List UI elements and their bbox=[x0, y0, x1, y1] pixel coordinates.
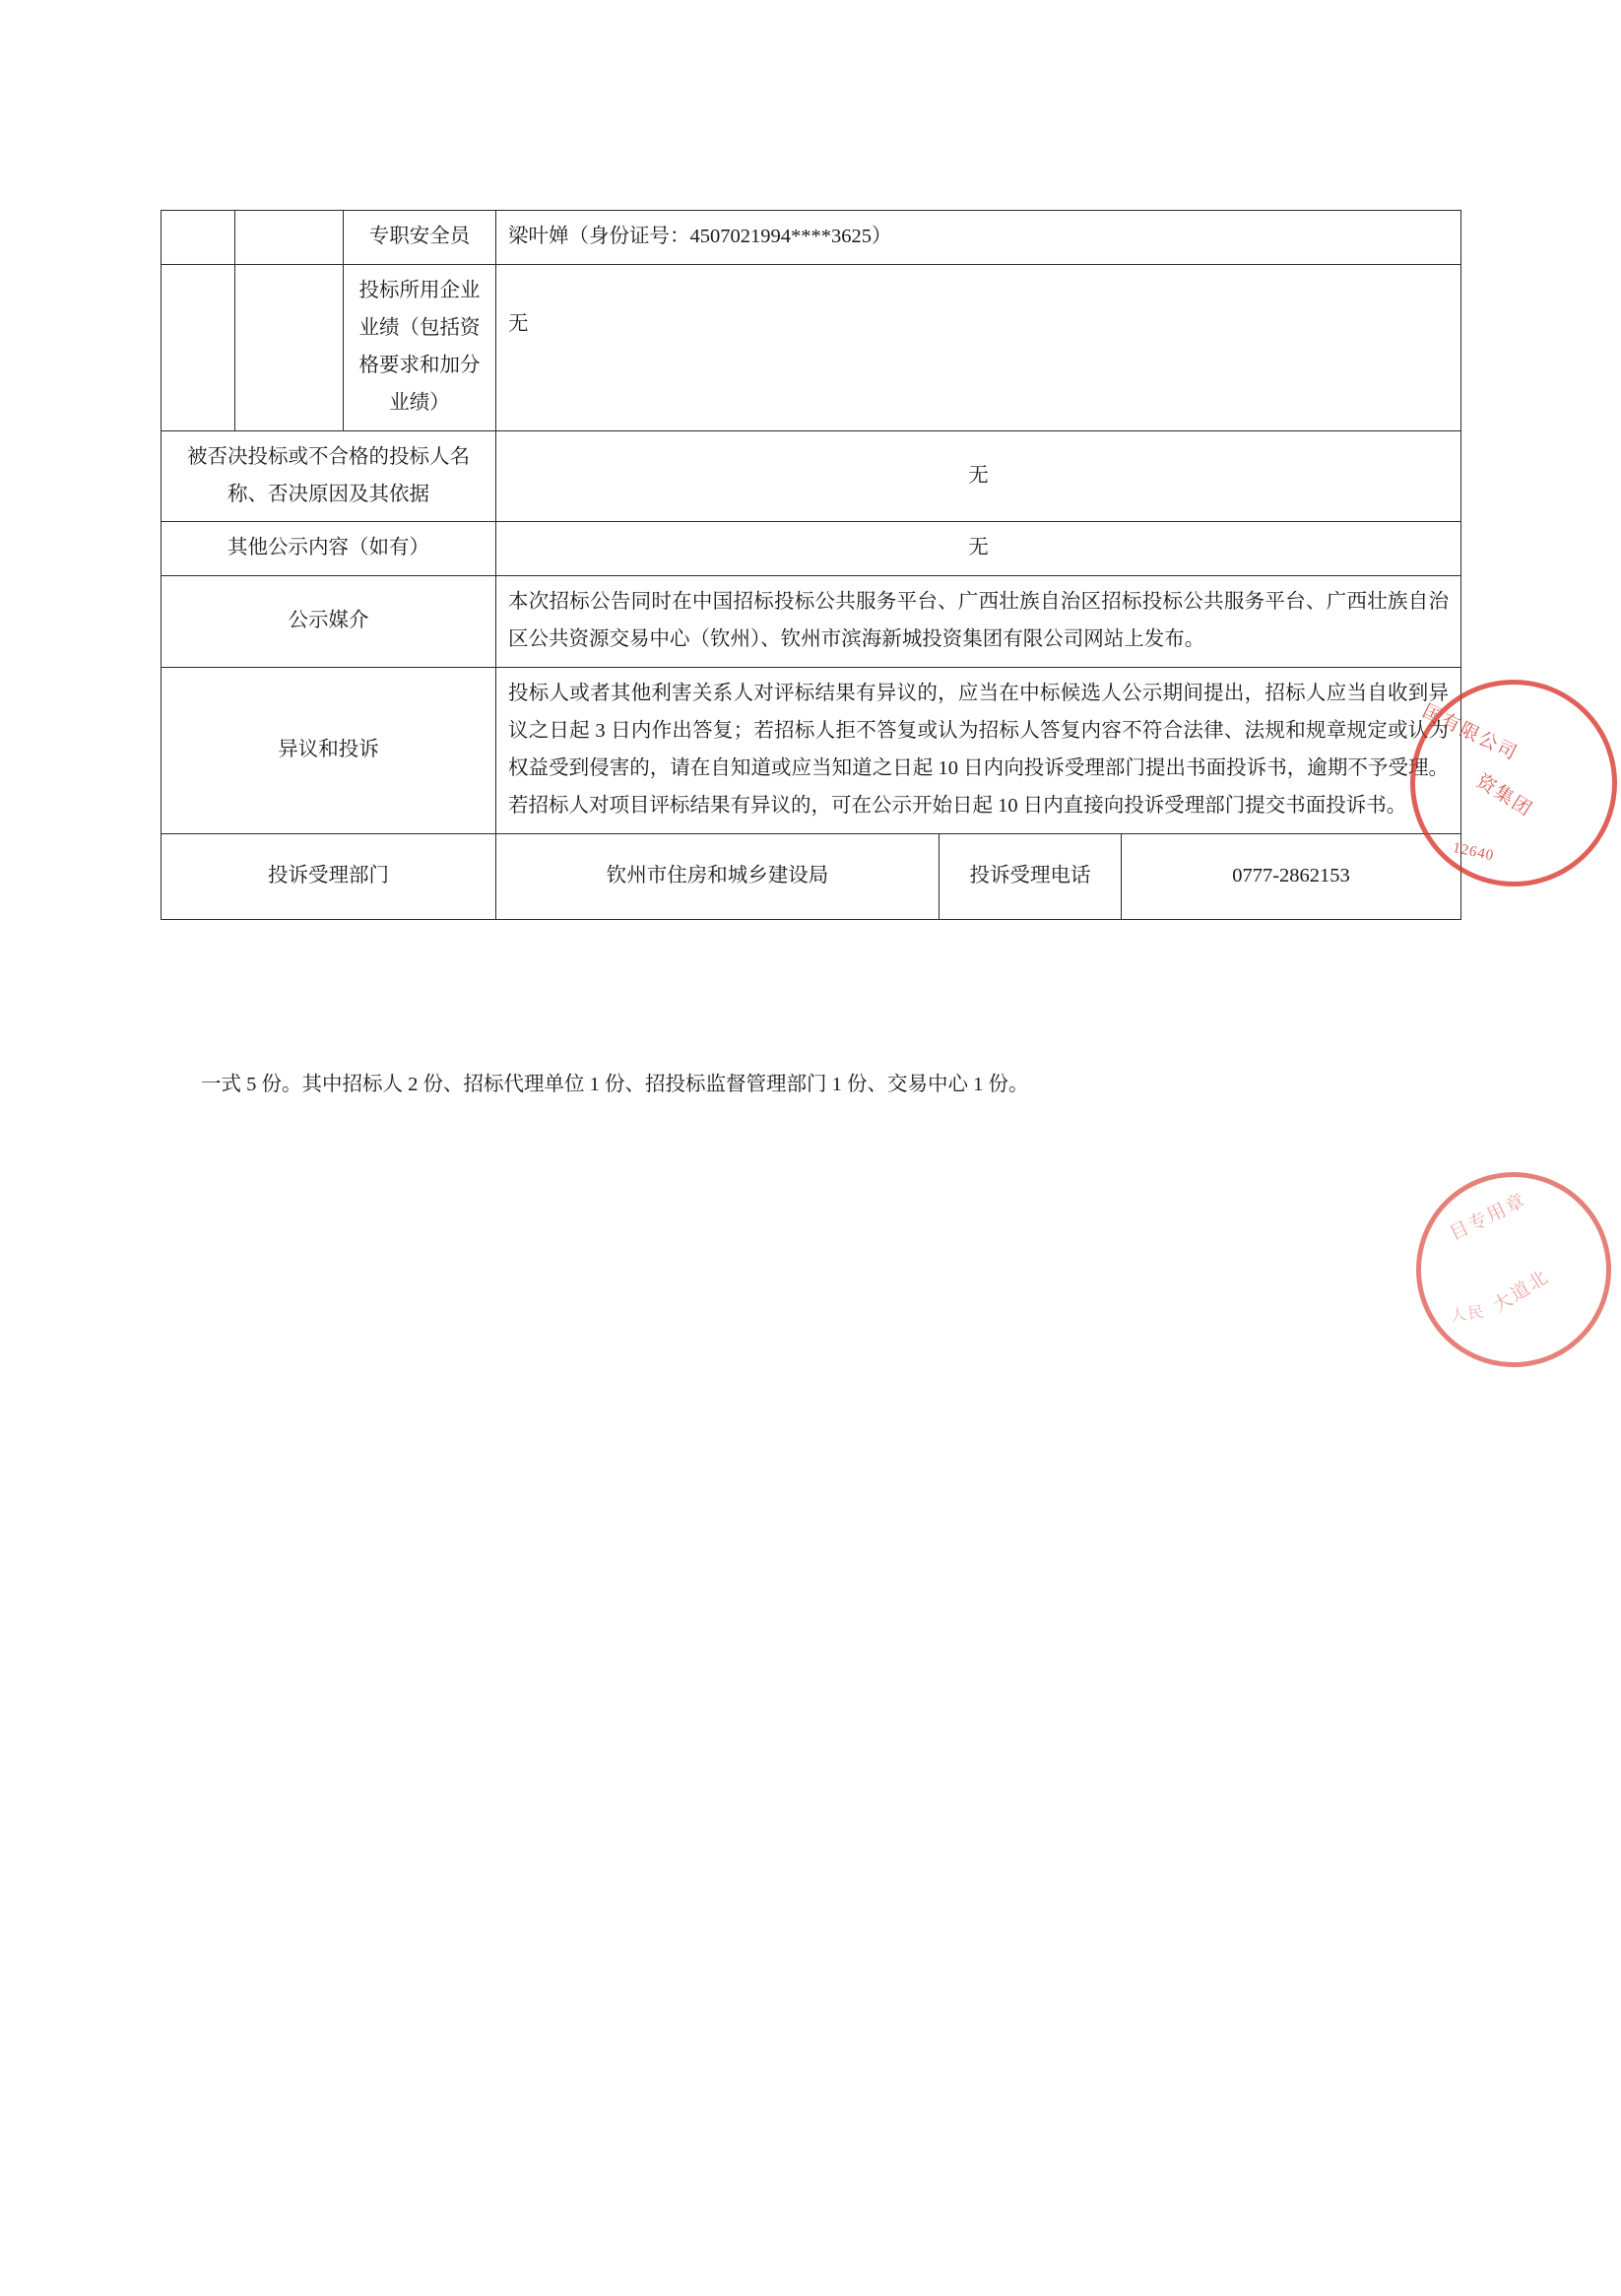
seal-number: 12640 bbox=[1451, 839, 1496, 865]
seal2-line-c: 人民 bbox=[1449, 1303, 1487, 1326]
empty-cell-mid-2 bbox=[235, 264, 344, 430]
row-value-complaint-phone: 0777-2862153 bbox=[1122, 833, 1461, 919]
announcement-table bbox=[161, 210, 1461, 920]
footnote-text: 一式 5 份。其中招标人 2 份、招标代理单位 1 份、招投标监督管理部门 1 份、交易中心 1 份。 bbox=[201, 1074, 1029, 1095]
table-row bbox=[162, 576, 1461, 668]
seal2-line-a: 目专用章 bbox=[1446, 1190, 1530, 1245]
row-label-objection: 异议和投诉 bbox=[162, 668, 496, 834]
table-row bbox=[162, 430, 1461, 522]
row-value-safety-officer: 梁叶婵（身份证号：4507021994****3625） bbox=[496, 211, 1461, 265]
table-row bbox=[162, 522, 1461, 576]
row-label-safety-officer: 专职安全员 bbox=[344, 211, 496, 265]
row-label-complaint-dept: 投诉受理部门 bbox=[162, 833, 496, 919]
row-label-media: 公示媒介 bbox=[162, 576, 496, 668]
empty-cell-left-2 bbox=[162, 264, 235, 430]
seal2-line-b: 大道北 bbox=[1489, 1266, 1554, 1317]
empty-cell-mid bbox=[235, 211, 344, 265]
row-label-complaint-phone: 投诉受理电话 bbox=[940, 833, 1122, 919]
table-row bbox=[162, 668, 1461, 834]
row-value-media: 本次招标公告同时在中国招标投标公共服务平台、广西壮族自治区招标投标公共服务平台、广西壮族自治区公共资源交易中心（钦州）、钦州市滨海新城投资集团有限公司网站上发布。 bbox=[496, 576, 1461, 668]
row-value-performance: 无 bbox=[496, 264, 1461, 430]
seal-line-a: 国有限公司 bbox=[1418, 700, 1522, 765]
row-value-complaint-dept: 钦州市住房和城乡建设局 bbox=[496, 833, 940, 919]
row-label-performance: 投标所用企业业绩（包括资格要求和加分业绩） bbox=[344, 264, 496, 430]
table-row bbox=[162, 833, 1461, 919]
row-value-objection: 投标人或者其他利害关系人对评标结果有异议的，应当在中标候选人公示期间提出，招标人应当自收到异议之日起 3 日内作出答复；若招标人拒不答复或认为招标人答复内容不符合法律、法规和规章规定或认为权益受到侵害的，请在自知道或应当知道之日起 10 日内向投诉受理部门提出书面投诉书，逾期不予受理。若招标人对项目评标结果有异议的，可在公示开始日起 10 日内直接向投诉受理部门提交书面投诉书。 bbox=[496, 668, 1461, 834]
seal-line-b: 资集团 bbox=[1472, 770, 1536, 821]
row-value-other-content: 无 bbox=[496, 522, 1461, 576]
row-label-rejected-bidders: 被否决投标或不合格的投标人名称、否决原因及其依据 bbox=[162, 430, 496, 522]
table-row bbox=[162, 211, 1461, 265]
table-row bbox=[162, 264, 1461, 430]
row-label-other-content: 其他公示内容（如有） bbox=[162, 522, 496, 576]
row-value-rejected-bidders: 无 bbox=[496, 430, 1461, 522]
project-seal bbox=[1403, 1159, 1621, 1380]
empty-cell-left bbox=[162, 211, 235, 265]
